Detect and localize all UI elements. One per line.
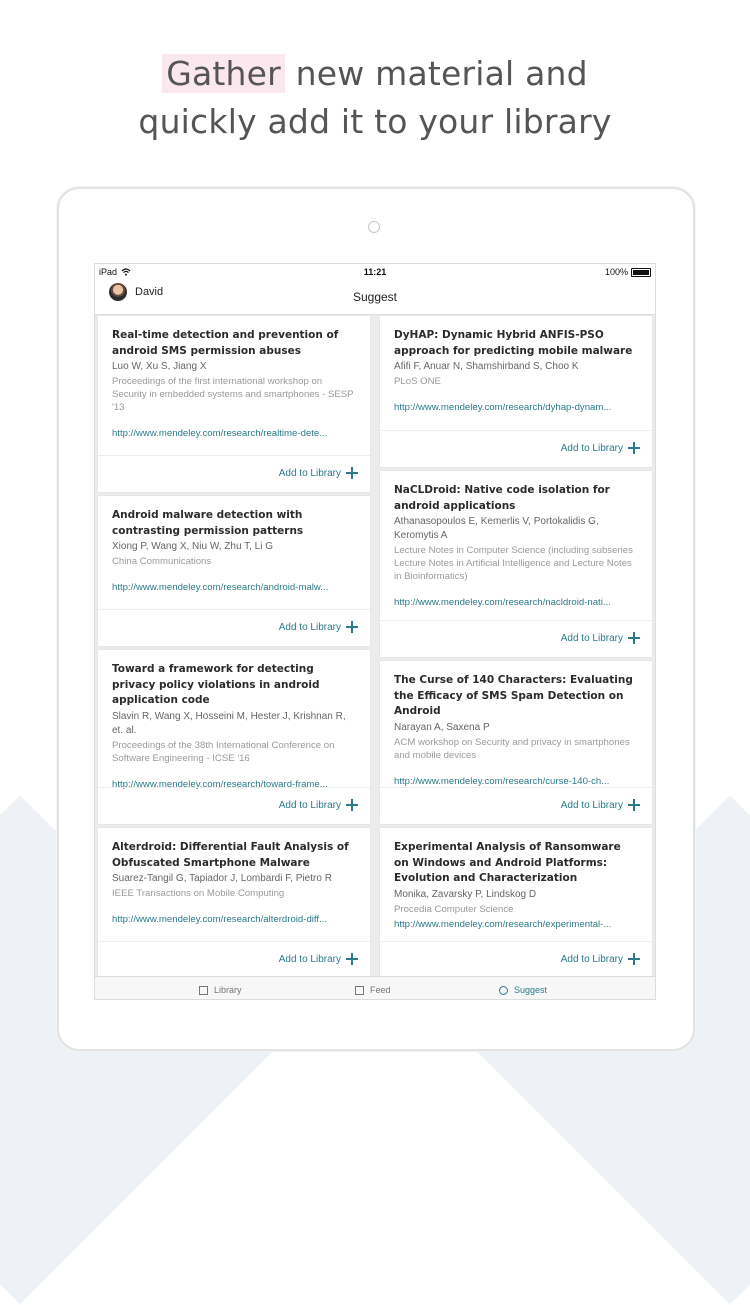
- card-source: Procedia Computer Science: [394, 903, 514, 915]
- status-bar: [95, 264, 655, 280]
- card-link[interactable]: http://www.mendeley.com/research/experimental-...: [394, 918, 612, 930]
- plus-icon: [346, 621, 358, 633]
- app-screen: [94, 263, 656, 1000]
- plus-icon: [628, 632, 640, 644]
- card-link[interactable]: http://www.mendeley.com/research/nacldroid-nati...: [394, 597, 611, 608]
- plus-icon: [628, 442, 640, 454]
- card-link[interactable]: http://www.mendeley.com/research/toward-frame...: [112, 778, 328, 790]
- card-link[interactable]: http://www.mendeley.com/research/android-malw...: [112, 582, 329, 593]
- card-title: NaCLDroid: Native code isolation for android applications: [394, 484, 610, 512]
- card-link[interactable]: http://www.mendeley.com/research/realtime-dete...: [112, 428, 328, 439]
- card-link[interactable]: http://www.mendeley.com/research/dyhap-dynam...: [394, 402, 612, 413]
- tab-bar: [95, 976, 655, 999]
- card-link[interactable]: http://www.mendeley.com/research/alterdroid-diff...: [112, 914, 328, 925]
- headline-line2: quickly add it to your library: [138, 102, 612, 141]
- ipad-camera: [368, 221, 380, 233]
- card-link[interactable]: http://www.mendeley.com/research/curse-140-ch...: [394, 775, 610, 787]
- plus-icon: [628, 799, 640, 811]
- card-authors: Slavin R, Wang X, Hosseini M, Hester J, Krishnan R, et. al.: [112, 710, 346, 736]
- card-title: Toward a framework for detecting privacy policy violations in android application code: [112, 663, 320, 706]
- user-name: David: [135, 286, 164, 298]
- card-source: Proceedings of the 38th International Conference on Software Engineering - ICSE '16: [112, 739, 335, 764]
- plus-icon: [346, 467, 358, 479]
- feed-icon: [355, 986, 364, 995]
- suggestion-card[interactable]: [98, 496, 370, 646]
- suggestion-card[interactable]: [380, 316, 652, 467]
- add-to-library-button[interactable]: Add to Library: [561, 799, 640, 811]
- card-source: China Communications: [112, 556, 212, 567]
- card-authors: Suarez-Tangil G, Tapiador J, Lombardi F, Pietro R: [112, 873, 332, 884]
- tab-suggest[interactable]: Suggest: [499, 985, 547, 995]
- page-title: Suggest: [352, 290, 398, 304]
- card-source: IEEE Transactions on Mobile Computing: [112, 888, 285, 899]
- card-title: Android malware detection with contrasting permission patterns: [112, 509, 304, 537]
- device-label: iPad: [99, 267, 118, 277]
- add-to-library-button[interactable]: Add to Library: [279, 467, 358, 479]
- plus-icon: [346, 799, 358, 811]
- add-to-library-button[interactable]: Add to Library: [561, 442, 640, 454]
- suggestion-card[interactable]: [380, 828, 652, 978]
- card-authors: Afifi F, Anuar N, Shamshirband S, Choo K: [394, 361, 579, 372]
- add-to-library-button[interactable]: Add to Library: [279, 799, 358, 811]
- tab-library[interactable]: Library: [199, 985, 242, 995]
- lightbulb-icon: [499, 986, 508, 995]
- plus-icon: [346, 953, 358, 965]
- tab-feed[interactable]: Feed: [355, 985, 391, 995]
- card-source: PLoS ONE: [394, 376, 441, 387]
- card-source: Proceedings of the first international workshop on Security in embedded systems and smartphones - SESP '13: [112, 376, 354, 413]
- card-title: Experimental Analysis of Ransomware on Windows and Android Platforms: Evolution and Characterization: [394, 841, 621, 884]
- card-authors: Monika, Zavarsky P, Lindskog D: [394, 888, 537, 900]
- card-title: The Curse of 140 Characters: Evaluating the Efficacy of SMS Spam Detection on Android: [394, 674, 633, 717]
- battery-percent: 100%: [604, 267, 628, 277]
- suggestion-card[interactable]: [98, 650, 370, 824]
- add-to-library-button[interactable]: Add to Library: [561, 632, 640, 644]
- add-to-library-button[interactable]: Add to Library: [279, 953, 358, 965]
- suggestion-card[interactable]: [98, 828, 370, 978]
- card-title: Alterdroid: Differential Fault Analysis of Obfuscated Smartphone Malware: [112, 841, 349, 869]
- card-title: Real-time detection and prevention of android SMS permission abuses: [112, 329, 339, 357]
- status-time: 11:21: [363, 267, 387, 277]
- nav-bar: [95, 280, 655, 315]
- card-authors: Narayan A, Saxena P: [394, 721, 490, 733]
- headline-line1: new material and: [284, 54, 588, 93]
- plus-icon: [628, 953, 640, 965]
- suggestion-card[interactable]: [98, 316, 370, 492]
- card-authors: Luo W, Xu S, Jiang X: [112, 361, 207, 372]
- battery-icon: [631, 268, 651, 277]
- add-to-library-button[interactable]: Add to Library: [561, 953, 640, 965]
- marketing-headline: [0, 50, 750, 146]
- card-authors: Athanasopoulos E, Kemerlis V, Portokalidis G, Keromytis A: [394, 516, 599, 541]
- headline-highlight: Gather: [162, 54, 285, 93]
- add-to-library-button[interactable]: Add to Library: [279, 621, 358, 633]
- suggestion-card[interactable]: [380, 661, 652, 824]
- card-authors: Xiong P, Wang X, Niu W, Zhu T, Li G: [112, 541, 274, 552]
- library-icon: [199, 986, 208, 995]
- card-title: DyHAP: Dynamic Hybrid ANFIS-PSO approach for predicting mobile malware: [394, 329, 633, 357]
- card-source: Lecture Notes in Computer Science (including subseries Lecture Notes in Artificial Intelligence and Lecture Notes in Bioinformatics): [394, 545, 633, 582]
- card-source: ACM workshop on Security and privacy in smartphones and mobile devices: [394, 736, 630, 761]
- suggestion-card[interactable]: [380, 471, 652, 657]
